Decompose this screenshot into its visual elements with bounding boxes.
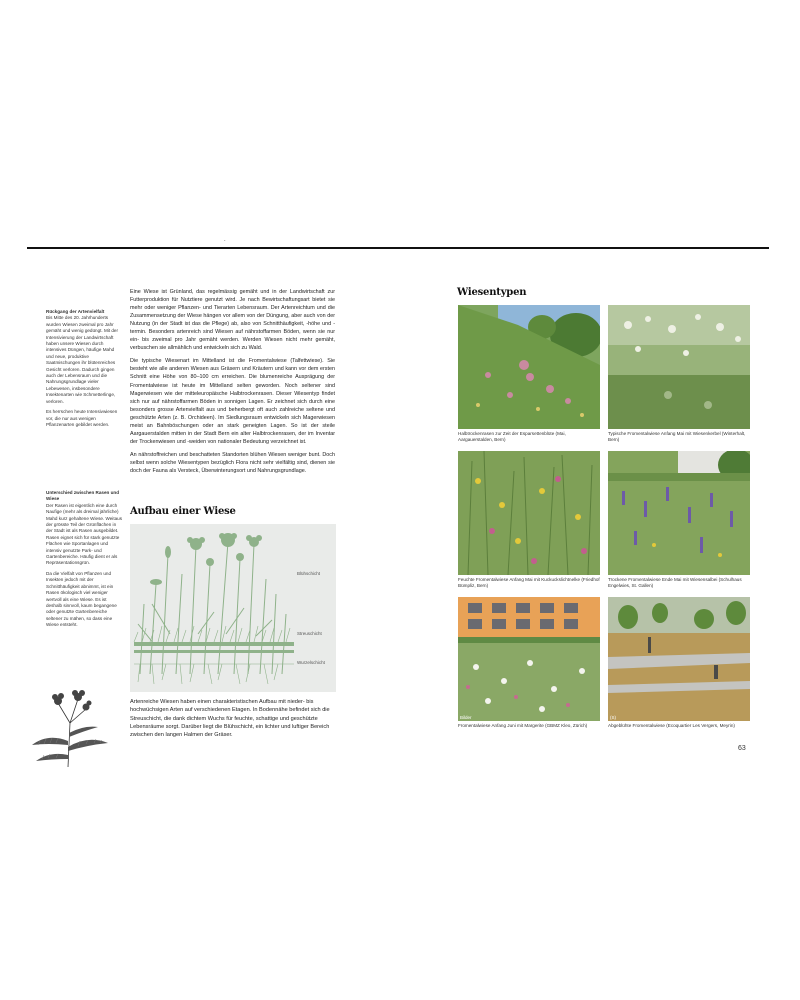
- sidebar-text: Da die Vielfalt von Pflanzen und Insekten jedoch mit der Schnitthäufigkeit abnimmt, ist ein Rasen ökologisch viel weniger wertvoll als eine Wiese. Es ist deshalb sinnvoll, kaum begangene oder genutzte Gartenbereiche seltener zu mähen, so dass eine Wiese entsteht.: [46, 570, 117, 628]
- photo-feuchte-fromentalwiese-image: [458, 451, 600, 575]
- photo-fromentalwiese-wiesenkerbel: [608, 305, 750, 429]
- meadow-structure-diagram: [130, 524, 336, 692]
- caption-photo-1: Halbtrockenrasen zur Zeit der Esparsettenblüte (Mai, Aargauerstalden, Bern): [458, 431, 566, 442]
- section-title-aufbau: Aufbau einer Wiese: [130, 506, 236, 517]
- paragraph: Eine Wiese ist Grünland, das regelmässig gemäht und in der Landwirtschaft zur Futterproduktion für Nutztiere genutzt wird. Je nach Bewirtschaftungsart bietet sie mehr oder weniger Pflanzen- und Tierarten Lebensraum. Der Artenreichtum und die Zusammensetzung der Wiese hängen vor allem von der Düngung, aber auch von der Nutzung (in der Stadt ist das die Pflege) ab, also von Schnitthäufigkeit, -höhe und -termin. Besonders artenreich sind Wiesen auf nährstoffarmen Böden, wenn sie nur ein- bis zweimal pro Jahr gemäht werden. Werden Wiesen nicht mehr gemäht, verbuschen sie allmählich und entwickeln sich zu Wald.: [130, 289, 335, 352]
- meadow-diagram-drawing: [130, 524, 336, 692]
- caption-photo-3: Feuchte Fromentalwiese Anfang Mai mit Kuckuckslichtnelke (Friedhof Bümpliz, Bern): [458, 577, 600, 588]
- label-bluete: Blühschicht: [297, 571, 321, 576]
- photo-trockene-fromentalwiese-image: [608, 451, 750, 575]
- stray-dot: .: [224, 237, 226, 243]
- photo-fromentalwiese-margerite: [458, 597, 600, 721]
- photo-fromentalwiese-margerite-image: [458, 597, 600, 721]
- paragraph: Die typische Wiesenart im Mittelland ist die Fromentalwiese (Talfettwiese). Sie besteht wie alle anderen Wiesen aus Gräsern und Kräutern und kann vor dem ersten Schnitt eine Höhe von 80–100 cm erreichen. Die blumenreiche Ausprägung der Fromentalwiese ist heute im Mittelland selten geworden. Noch seltener sind Magerwiesen wie der mitteleuropäische Halbtrockenrasen. Dieser Wiesentyp findet sich nur auf nährstoffarmen Böden in sonnigen Lagen. Er zeichnet sich durch eine besonders grosse Artenvielfalt aus und beherbergt oft auch zahlreiche seltene und geschützte Arten (z. B. Orchideen). Im Siedlungsraum entwickeln sich Magerwiesen meist an Bahnböschungen oder an stark geneigten Lagen. So ist der steile Aargauerstalden mitten in der Stadt Bern ein alter Halbtrockenrasen, der im Inventar der Trockenwiesen und -weiden von nationaler Bedeutung verzeichnet ist.: [130, 358, 335, 445]
- photo-abgebluehte-fromentalwiese-image: [608, 597, 750, 721]
- sidebar-block-rasen-wiese: [46, 490, 122, 633]
- photo-halbtrockenrasen-image: [458, 305, 600, 429]
- photo-halbtrockenrasen: [458, 305, 600, 429]
- yarrow-illustration: [28, 683, 110, 767]
- caption-photo-2: Typische Fromentalwiese Anfang Mai mit Wiesenkerbel (Winterhalt, Bern): [608, 431, 746, 442]
- photo-tag: Bilder: [460, 715, 472, 720]
- caption-photo-6: Abgeblühte Fromentalwiese (Ecoquartier Les Vergers, Meyrin): [608, 723, 735, 728]
- photo-trockene-fromentalwiese: [608, 451, 750, 575]
- sidebar-text: Es herrschen heute Intensivwiesen vor, die nur aus wenigen Pflanzenarten gebildet werden.: [46, 409, 118, 427]
- label-wurzel: Wurzelschicht: [297, 660, 325, 665]
- caption-photo-5: Fromentalwiese Anfang Juni mit Margerite (GBMZ Kleo, Zürich): [458, 723, 588, 728]
- sidebar-block-artenvielfalt: [46, 309, 122, 432]
- photo-abgebluehte-fromentalwiese: [608, 597, 750, 721]
- page-number: 63: [738, 745, 746, 752]
- photo-tag: (S): [610, 715, 616, 720]
- photo-fromentalwiese-wiesenkerbel-image: [608, 305, 750, 429]
- header-rule: [27, 247, 769, 249]
- sidebar-heading: Rückgang der Artenvielfalt: [46, 309, 105, 314]
- caption-photo-4: Trockene Fromentalwiese Ende Mai mit Wiesensalbei (Schulhaus Engelwies, St. Gallen): [608, 577, 742, 588]
- paragraph: An nährstoffreichen und beschatteten Standorten blühen Wiesen weniger bunt. Doch selbst wenn solche Wiesentypen bezüglich Flora nicht sehr vielfältig sind, dienen sie doch der Fauna als Versteck, Überwinterungsort und Nahrungsgrundlage.: [130, 451, 335, 474]
- sidebar-text: Bis Mitte des 20. Jahrhunderts wurden Wiesen zweimal pro Jahr gemäht und wenig gedüngt. Mit der Intensivierung der Landwirtschaft haben unsere Wiesen durch intensives Düngen, häufige Mahd und neue, produktive Saatmischungen ihr blütenreiches Gesicht verloren. Dadurch gingen auch der Lebensraum und die Nahrungsgrundlage vieler Lebewesen, insbesondere Insektenarten wie Schmetterlinge, verloren.: [46, 315, 119, 404]
- label-streu: Streuschicht: [297, 631, 322, 636]
- main-text: [130, 288, 335, 480]
- photo-feuchte-fromentalwiese: [458, 451, 600, 575]
- sidebar-text: Der Rasen ist eigentlich eine durch Naufige (mehr als dreimal jährliche) Mahd kurz gehaltene Wiese. Weitaus der grösste Teil der Grünflächen in der Stadt ist als Rasen ausgebildet. Rasen eignet sich für stark genutzte Flächen wie Sportanlagen und intensiv genutzte Park- und Gartenbereiche. Häufig dient er als Repräsentationsgrün.: [46, 502, 123, 566]
- sidebar-heading: Unterschied zwischen Rasen und Wiese: [46, 490, 120, 502]
- section-title-wiesentypen: Wiesentypen: [457, 287, 527, 298]
- diagram-caption: Artenreiche Wiesen haben einen charakteristischen Aufbau mit nieder- bis hochwüchsigen Arten auf verschiedenen Etagen. In Bodennähe befindet sich die Streuschicht, die dank dichtem Wuchs für feuchte, schattige und geschützte Lebensräume sorgt. Darüber liegt die Blühschicht, ein lichter und luftiger Bereich zwischen den langen Halmen der Gräser.: [130, 699, 330, 739]
